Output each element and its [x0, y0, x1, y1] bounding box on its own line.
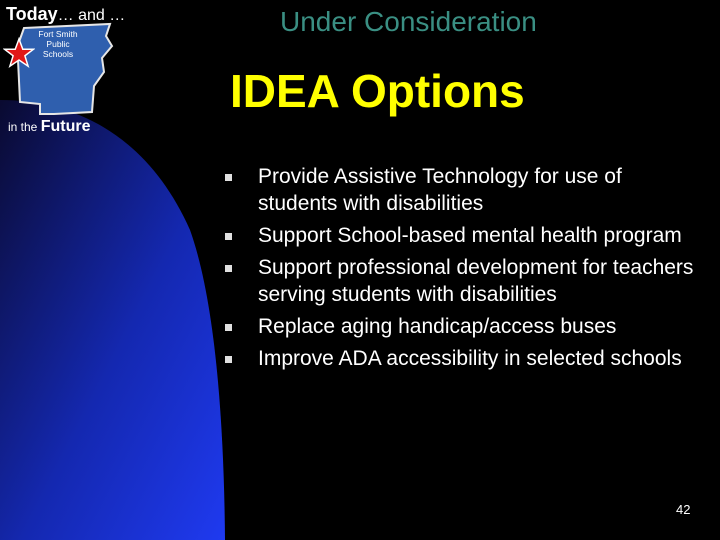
square-bullet-icon — [225, 265, 232, 272]
bullet-text: Provide Assistive Technology for use of students with disabilities — [258, 165, 622, 215]
square-bullet-icon — [225, 356, 232, 363]
slide-title: IDEA Options — [230, 65, 525, 117]
bullet-item — [224, 313, 704, 340]
section-title: Under Consideration — [280, 6, 537, 37]
square-bullet-icon — [225, 174, 232, 181]
bullet-text: Support School-based mental health program — [258, 224, 682, 247]
logo-future-word: Future — [40, 118, 91, 135]
bullet-list — [224, 163, 704, 377]
logo-today-word: Today — [6, 4, 58, 24]
bullet-text: Replace aging handicap/access buses — [258, 315, 617, 338]
square-bullet-icon — [225, 233, 232, 240]
bullet-item — [224, 222, 704, 249]
logo-future-text — [8, 118, 90, 136]
logo-today-text — [6, 4, 125, 25]
page-number: 42 — [676, 502, 691, 517]
bullet-item — [224, 163, 704, 217]
school-logo — [0, 0, 126, 140]
bullet-item — [224, 345, 704, 372]
logo-in-the: in the — [8, 120, 38, 134]
logo-school-line2: Public Schools — [42, 39, 74, 59]
logo-school-line1: Fort Smith — [38, 29, 78, 39]
bullet-text: Support professional development for teachers serving students with disabilities — [258, 256, 694, 306]
bullet-text: Improve ADA accessibility in selected schools — [258, 347, 682, 370]
logo-and-word: … and … — [57, 7, 126, 24]
bullet-item — [224, 254, 704, 308]
square-bullet-icon — [225, 324, 232, 331]
logo-school-name — [31, 29, 85, 59]
